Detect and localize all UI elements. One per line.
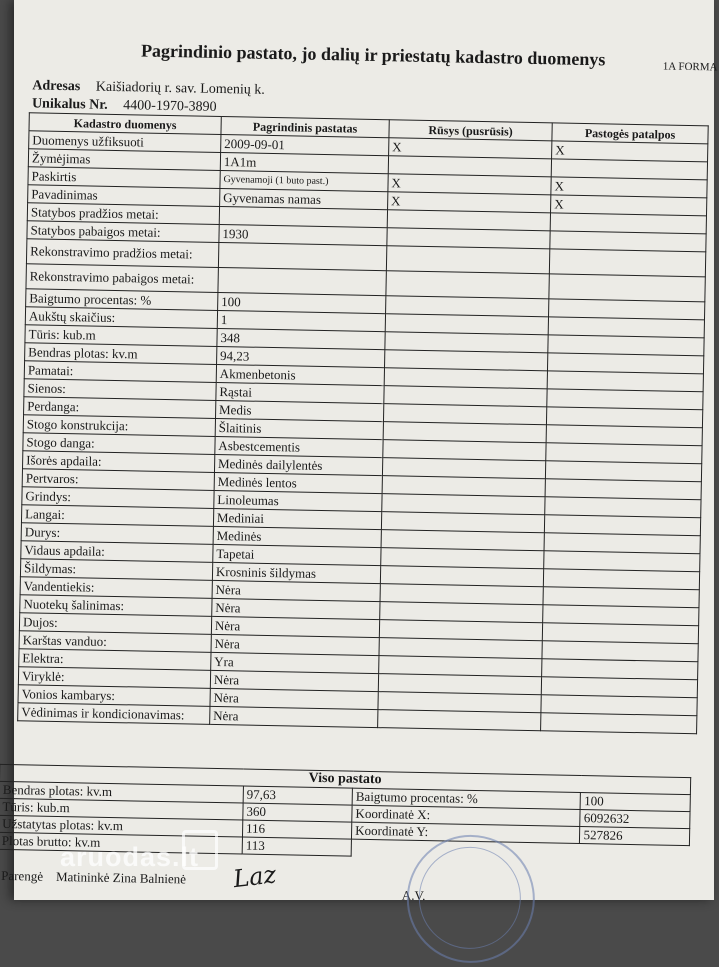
handwritten-signature: Laz [231, 860, 278, 894]
table-body [18, 131, 708, 734]
totals-value-right [580, 844, 690, 863]
row-value: Yra [211, 652, 379, 673]
row-value: 94,23 [216, 346, 384, 367]
row-rusys-mark: X [388, 174, 551, 195]
row-label: Dujos: [19, 613, 211, 635]
row-value: Medinės lentos [214, 472, 382, 493]
row-label: Šildymas: [20, 559, 212, 581]
av-mark: A.V. [401, 887, 426, 904]
row-label: Viryklė: [18, 667, 210, 689]
row-label: Paskirtis [28, 167, 220, 189]
row-value: Medinės [213, 526, 381, 547]
row-value: Nėra [212, 580, 380, 601]
row-label: Rekonstravimo pabaigos metai: [26, 264, 218, 293]
row-value: 100 [217, 292, 385, 313]
row-value: Nėra [210, 688, 378, 709]
row-value: 1 [217, 310, 385, 331]
totals-label: Plotas brutto: kv.m [0, 832, 242, 854]
row-label: Statybos pabaigos metai: [27, 221, 219, 243]
row-value: Gyvenamoji (1 buto past.) [220, 170, 388, 191]
page-title: Pagrindinio pastato, jo dalių ir priestatų kadastro duomenys [140, 40, 606, 70]
row-value: Nėra [211, 616, 379, 637]
form-code: 1A FORMA [662, 60, 718, 74]
totals-value-right: 100 [581, 793, 691, 812]
row-value: Nėra [211, 634, 379, 655]
row-value [218, 242, 386, 270]
row-pastoge-mark [541, 713, 697, 734]
totals-label: Tūris: kub.m [0, 798, 243, 820]
row-value: Krosninis šildymas [212, 562, 380, 583]
totals-value: 113 [242, 837, 351, 856]
row-label: Perdanga: [24, 397, 216, 419]
row-label: Durys: [21, 523, 213, 545]
row-label: Statybos pradžios metai: [27, 203, 219, 225]
row-label: Stogo konstrukcija: [23, 415, 215, 437]
document-page [1, 0, 718, 904]
row-rusys-mark [378, 710, 541, 731]
totals-title: Viso pastato [0, 764, 691, 794]
address-label: Adresas [32, 78, 81, 95]
unique-number-label: Unikalus Nr. [31, 96, 108, 113]
row-label: Išorės apdaila: [23, 451, 215, 473]
row-value: Nėra [210, 670, 378, 691]
row-label: Rekonstravimo pradžios metai: [26, 239, 218, 268]
row-label: Bendras plotas: kv.m [25, 343, 217, 365]
row-label: Nuotekų šalinimas: [20, 595, 212, 617]
watermark-text: aruodas.lt [60, 842, 200, 872]
row-label: Pavadinimas [28, 185, 220, 207]
row-pastoge-mark: X [551, 177, 707, 198]
row-value: 348 [217, 328, 385, 349]
cadastral-data-table [17, 112, 709, 734]
totals-value: 97,63 [243, 786, 352, 805]
row-rusys-mark [386, 246, 550, 274]
row-label: Langai: [21, 505, 213, 527]
row-value: Nėra [212, 598, 380, 619]
row-label: Pamatai: [24, 361, 216, 383]
row-rusys-mark: X [389, 138, 552, 159]
header-pastoges-patalpos: Pastogės patalpos [552, 123, 708, 144]
totals-label-right: Baigtumo procentas: % [352, 788, 581, 809]
prepared-by-name: Matininkė Zina Balnienė [55, 868, 187, 887]
row-value: Asbestcementis [215, 436, 383, 457]
row-label: Aukštų skaičius: [25, 307, 217, 329]
row-value: Šlaitinis [215, 418, 383, 439]
row-label: Žymėjimas [28, 149, 220, 171]
prepared-label: Parengė [1, 867, 44, 884]
totals-value: 360 [243, 803, 352, 822]
row-label: Vėdinimas ir kondicionavimas: [18, 703, 210, 725]
row-label: Elektra: [19, 649, 211, 671]
registry-stamp [406, 834, 536, 964]
header-kadastro-duomenys: Kadastro duomenys [29, 113, 221, 135]
row-label: Tūris: kub.m [25, 325, 217, 347]
row-value: Linoleumas [214, 490, 382, 511]
row-value: Tapetai [213, 544, 381, 565]
row-label: Vonios kambarys: [18, 685, 210, 707]
row-value [218, 267, 386, 295]
row-label: Pertvaros: [22, 469, 214, 491]
row-rusys-mark [386, 271, 550, 299]
totals-value-right: 527826 [580, 827, 690, 846]
row-value: 2009-09-01 [221, 134, 389, 155]
row-value: Gyvenamas namas [219, 188, 387, 209]
row-value: Rąstai [216, 382, 384, 403]
row-label: Duomenys užfiksuoti [29, 131, 221, 153]
header-pagrindinis-pastatas: Pagrindinis pastatas [221, 116, 389, 137]
address-line [32, 78, 265, 98]
row-label: Stogo danga: [23, 433, 215, 455]
totals-label-right: Koordinatė Y: [352, 822, 581, 843]
row-label: Baigtumo procentas: % [26, 289, 218, 311]
row-value: Medinės dailylentės [214, 454, 382, 475]
address-value: Kaišiadorių r. sav. Lomenių k. [95, 79, 265, 98]
totals-value: 116 [242, 820, 351, 839]
row-label: Vidaus apdaila: [21, 541, 213, 563]
row-label: Sienos: [24, 379, 216, 401]
totals-label: Užstatytas plotas: kv.m [0, 815, 243, 837]
row-value: 1930 [219, 224, 387, 245]
unique-number-value: 4400-1970-3890 [123, 98, 217, 115]
row-label: Vandentiekis: [20, 577, 212, 599]
header-rusys: Rūsys (pusrūsis) [389, 120, 552, 141]
row-value: Nėra [210, 706, 378, 727]
row-label: Karštas vanduo: [19, 631, 211, 653]
row-pastoge-mark: X [551, 195, 707, 216]
totals-value-right: 6092632 [580, 810, 690, 829]
row-pastoge-mark [549, 274, 705, 302]
row-pastoge-mark [549, 249, 705, 277]
row-value: 1A1m [220, 152, 388, 173]
totals-label-right: Koordinatė X: [352, 805, 581, 826]
row-value: Medis [215, 400, 383, 421]
row-label: Grindys: [22, 487, 214, 509]
row-rusys-mark: X [387, 192, 550, 213]
row-pastoge-mark: X [552, 141, 708, 162]
row-value: Mediniai [213, 508, 381, 529]
row-value: Akmenbetonis [216, 364, 384, 385]
totals-label: Bendras plotas: kv.m [0, 781, 243, 803]
